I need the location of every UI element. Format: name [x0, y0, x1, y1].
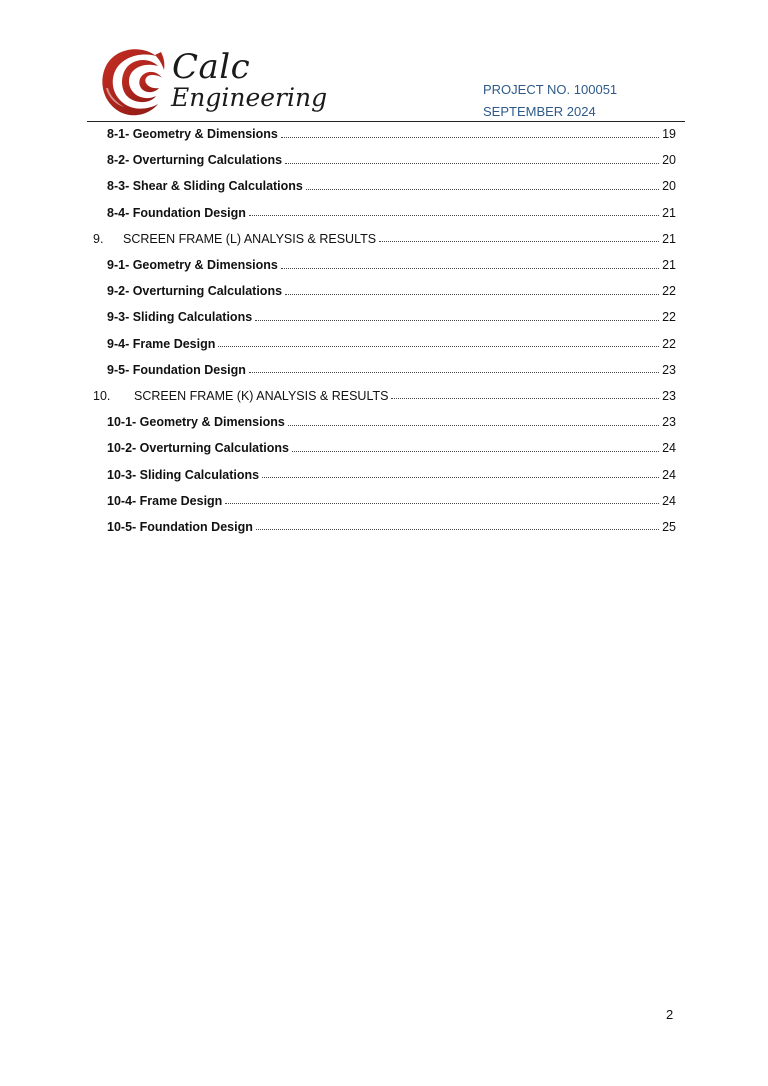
toc-dot-leader — [285, 163, 659, 164]
toc-subsection-entry[interactable] — [93, 304, 676, 330]
toc-entry-title: 10-1- Geometry & Dimensions — [107, 415, 285, 430]
toc-dot-leader — [256, 529, 659, 530]
table-of-contents — [93, 121, 676, 540]
page-number: 2 — [666, 1007, 674, 1022]
logo-text-calc: Calc — [172, 47, 251, 87]
toc-subsection-entry[interactable] — [93, 409, 676, 435]
toc-entry-title: 10-5- Foundation Design — [107, 519, 253, 534]
toc-page-number: 23 — [662, 362, 676, 377]
toc-section-entry[interactable] — [93, 226, 676, 252]
toc-dot-leader — [306, 189, 659, 190]
swirl-c-logo-icon — [98, 44, 168, 118]
toc-entry-title: 8-3- Shear & Sliding Calculations — [107, 179, 303, 194]
toc-subsection-entry[interactable] — [93, 461, 676, 487]
toc-page-number: 22 — [662, 284, 676, 299]
toc-page-number: 21 — [662, 205, 676, 220]
toc-dot-leader — [281, 137, 659, 138]
toc-page-number: 20 — [662, 153, 676, 168]
toc-entry-title: 9-4- Frame Design — [107, 336, 216, 351]
toc-dot-leader — [249, 372, 659, 373]
toc-page-number: 23 — [662, 388, 676, 403]
toc-entry-title: 8-1- Geometry & Dimensions — [107, 127, 278, 142]
toc-entry-title: 10-2- Overturning Calculations — [107, 441, 289, 456]
toc-dot-leader — [281, 268, 659, 269]
toc-entry-title: 8-2- Overturning Calculations — [107, 153, 283, 168]
toc-page-number: 25 — [662, 519, 676, 534]
toc-page-number: 22 — [662, 310, 676, 325]
toc-subsection-entry[interactable] — [93, 488, 676, 514]
logo-text-engineering: Engineering — [171, 83, 328, 112]
toc-subsection-entry[interactable] — [93, 252, 676, 278]
project-meta — [483, 79, 617, 123]
toc-entry-title: 9-5- Foundation Design — [107, 362, 246, 377]
toc-subsection-entry[interactable] — [93, 278, 676, 304]
toc-page-number: 22 — [662, 336, 676, 351]
toc-subsection-entry[interactable] — [93, 173, 676, 199]
toc-dot-leader — [379, 241, 659, 242]
toc-subsection-entry[interactable] — [93, 357, 676, 383]
toc-entry-title: 9-2- Overturning Calculations — [107, 284, 283, 299]
toc-entry-title: SCREEN FRAME (L) ANALYSIS & RESULTS — [123, 231, 377, 246]
toc-entry-title: 9-1- Geometry & Dimensions — [107, 258, 278, 273]
toc-page-number: 24 — [662, 493, 676, 508]
toc-dot-leader — [255, 320, 659, 321]
toc-subsection-entry[interactable] — [93, 200, 676, 226]
toc-dot-leader — [262, 477, 659, 478]
toc-dot-leader — [218, 346, 659, 347]
toc-page-number: 23 — [662, 415, 676, 430]
toc-section-number: 10. — [93, 388, 111, 403]
toc-dot-leader — [292, 451, 659, 452]
toc-page-number: 24 — [662, 441, 676, 456]
project-number: PROJECT NO. 100051 — [483, 82, 618, 97]
toc-dot-leader — [225, 503, 659, 504]
toc-entry-title: 10-4- Frame Design — [107, 493, 223, 508]
toc-section-entry[interactable] — [93, 383, 676, 409]
toc-dot-leader — [391, 398, 659, 399]
toc-subsection-entry[interactable] — [93, 331, 676, 357]
project-date: SEPTEMBER 2024 — [483, 104, 596, 119]
toc-subsection-entry[interactable] — [93, 514, 676, 540]
toc-page-number: 19 — [662, 127, 676, 142]
toc-entry-title: SCREEN FRAME (K) ANALYSIS & RESULTS — [134, 388, 389, 403]
toc-page-number: 20 — [662, 179, 676, 194]
toc-subsection-entry[interactable] — [93, 435, 676, 461]
toc-page-number: 21 — [662, 231, 676, 246]
toc-page-number: 24 — [662, 467, 676, 482]
toc-entry-title: 9-3- Sliding Calculations — [107, 310, 253, 325]
toc-dot-leader — [249, 215, 659, 216]
toc-entry-title: 10-3- Sliding Calculations — [107, 467, 260, 482]
toc-dot-leader — [285, 294, 659, 295]
toc-subsection-entry[interactable] — [93, 147, 676, 173]
toc-entry-title: 8-4- Foundation Design — [107, 205, 246, 220]
toc-dot-leader — [288, 425, 659, 426]
company-logo — [98, 44, 328, 118]
toc-subsection-entry[interactable] — [93, 121, 676, 147]
toc-section-number: 9. — [93, 231, 104, 246]
toc-page-number: 21 — [662, 258, 676, 273]
